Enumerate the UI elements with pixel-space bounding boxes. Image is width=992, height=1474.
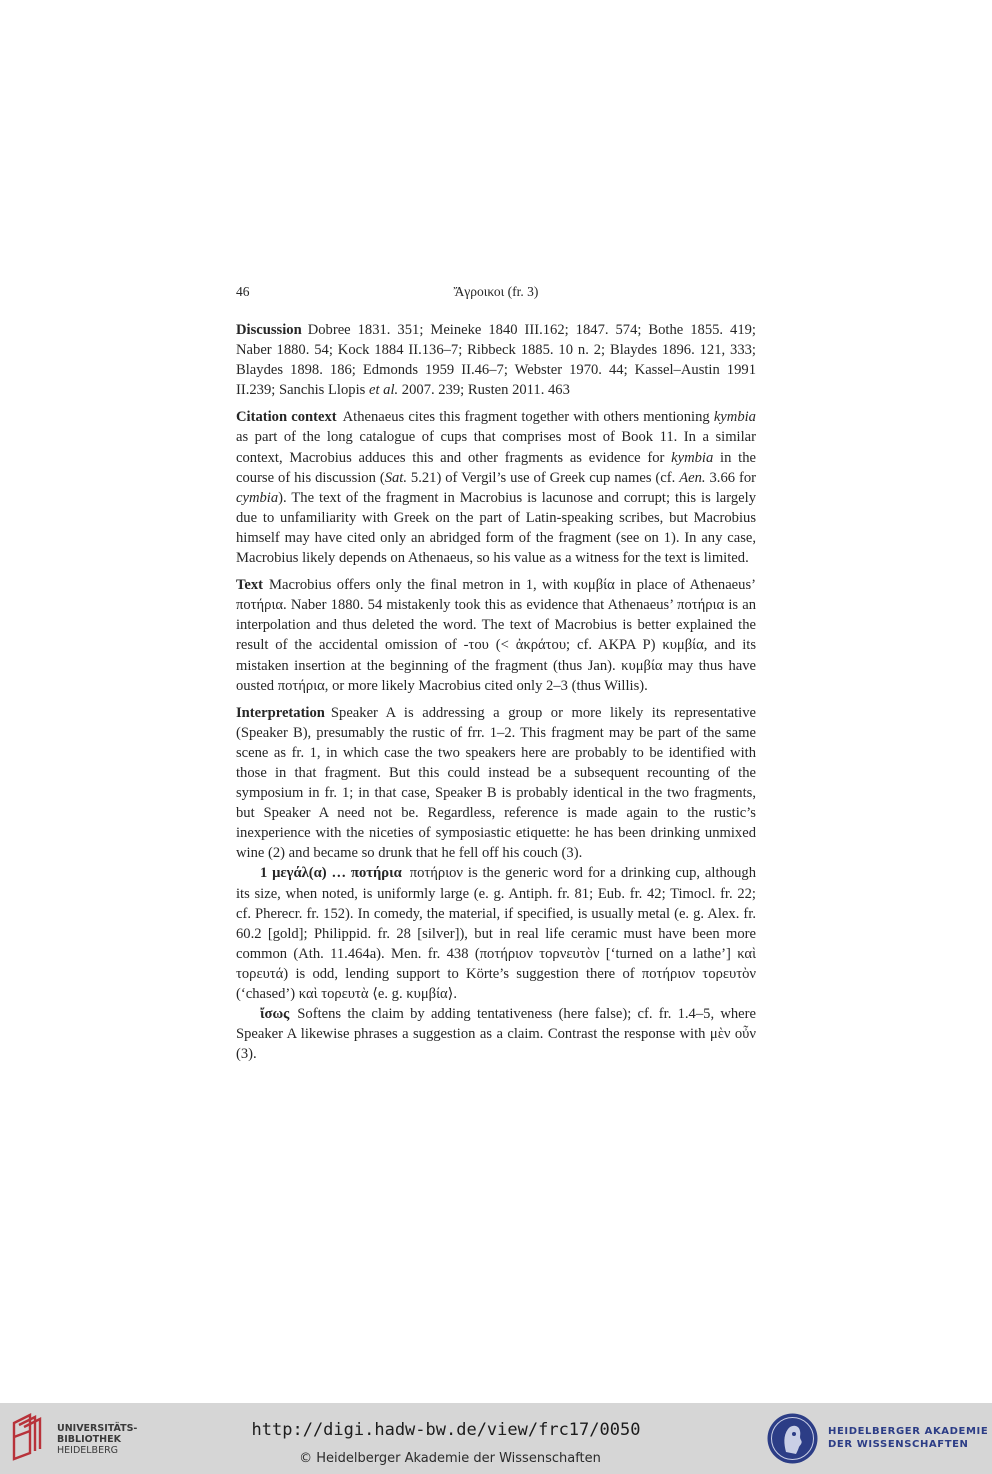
academy-seal-icon xyxy=(766,1412,819,1465)
citation-text: Athenaeus cites this fragment together with others mentioning xyxy=(342,409,714,426)
citation-text: 3.66 for xyxy=(705,469,756,486)
note-body: ποτήριον is the generic word for a drinking cup, although its size, when noted, is uniformly large (e. g. Antiph. fr. 81; Eub. fr. 42; Timocl. fr. 22; cf. Pherecr. fr. 152). In comedy, the material, if specified, is usually metal (e. g. Alex. fr. 60.2 [gold]; Philippid. fr. 28 [silver]), but in real life ceramic must have been more common (Ath. 11.464a). Men. fr. 438 (ποτήριον τορνευτὸν [‘turned on a lathe’] καὶ τορευτά) is odd, lending support to Körte’s suggestion there of ποτήριον τορευτὸν (‘chased’) καὶ τορευτὰ ⟨e. g. κυμβία⟩. xyxy=(236,865,756,1002)
citation-section xyxy=(236,407,756,568)
citation-italic: kymbia xyxy=(713,409,756,426)
citation-text: as part of the long catalogue of cups that comprises most of Book 11. In a similar context, Macrobius adduces this and other fragments as evidence for xyxy=(236,429,756,466)
digitization-footer xyxy=(0,1403,992,1474)
running-title: Ἄγροικοι (fr. 3) xyxy=(453,284,539,299)
library-name-line: UNIVERSITÄTS- xyxy=(57,1423,138,1434)
discussion-italic: et al. xyxy=(368,382,399,399)
note-line-1 xyxy=(236,863,756,1004)
academy-name-line: DER WISSENSCHAFTEN xyxy=(828,1439,969,1450)
page-number: 46 xyxy=(236,284,250,299)
note-body: Softens the claim by adding tentativeness (here false); cf. fr. 1.4–5, where Speaker A likewise phrases a suggestion as a claim. Contrast the response with μὲν οὖν (3). xyxy=(236,1006,756,1063)
copyright-notice: © Heidelberger Akademie der Wissenschaften xyxy=(299,1451,601,1466)
academy-name xyxy=(828,1425,988,1451)
citation-text: 5.21) of Vergil’s use of Greek cup names (cf. xyxy=(406,469,680,486)
library-name-line: HEIDELBERG xyxy=(57,1445,119,1456)
interpretation-heading: Interpretation xyxy=(236,704,325,721)
note-isos xyxy=(236,1004,756,1064)
citation-italic: Aen. xyxy=(679,469,706,486)
interpretation-section xyxy=(236,703,756,864)
note-lemma: 1 μεγάλ(α) … ποτήρια xyxy=(260,865,402,882)
citation-italic: cymbia xyxy=(236,489,279,506)
library-name-line: BIBLIOTHEK xyxy=(57,1434,121,1445)
discussion-text-end: 2007. 239; Rusten 2011. 463 xyxy=(398,382,570,399)
text-section xyxy=(236,575,756,696)
interpretation-body: Speaker A is addressing a group or more likely its representative (Speaker B), presumably the rustic of frr. 1–2. This fragment may be part of the same scene as fr. 1, in which case the two speakers here are probably to be identified with those in that fragment. But this could instead be a subsequent recounting of the symposium in fr. 1; in that case, Speaker B is probably identical in the two fragments, but Speaker A need not be. Regardless, reference is made again to the rustic’s inexperience with the niceties of symposiastic etiquette: he has been drinking unmixed wine (2) and became so drunk that he fell off his couch (3). xyxy=(236,704,756,862)
citation-italic: kymbia xyxy=(671,449,714,466)
discussion-heading: Discussion xyxy=(236,322,302,338)
citation-text: in the course of his discussion ( xyxy=(236,449,756,486)
permalink-url[interactable]: http://digi.hadw-bw.de/view/frc17/0050 xyxy=(251,1420,641,1440)
discussion-section xyxy=(236,320,756,400)
commentary-text xyxy=(236,320,756,1064)
text-heading: Text xyxy=(236,577,264,594)
discussion-text: Dobree 1831. 351; Meineke 1840 III.162; 1847. 574; Bothe 1855. 419; Naber 1880. 54; Kock 1884 II.136–7; Ribbeck 1885. 10 n. 2; Blaydes 1896. 121, 333; Blaydes 1898. 186; Edmonds 1959 II.46–7; Webster 1970. 44; Kassel–Austin 1991 II.239; Sanchis Llopis xyxy=(236,322,756,399)
academy-name-line: HEIDELBERGER AKADEMIE xyxy=(828,1426,989,1437)
text-body: Macrobius offers only the final metron in 1, with κυμβία in place of Athenaeus’ ποτήρια. Naber 1880. 54 mistakenly took this as evidence that Athenaeus’ ποτήρια is an interpolation and thus deleted the word. The text of Macrobius is better explained the result of the accidental omission of -του (< ἀκράτου; cf. AKPA P) κυμβία, and its mistaken insertion at the beginning of the fragment (thus Jan). κυμβία may thus have ousted ποτήρια, or more likely Macrobius cited only 2–3 (thus Willis). xyxy=(236,577,756,694)
note-lemma: ἴσως xyxy=(260,1006,290,1023)
citation-text: ). The text of the fragment in Macrobius is lacunose and corrupt; this is largely due to unfamiliarity with Greek on the part of Latin-speaking scribes, but Macrobius himself may have cited only an abridged form of the fragment (see on 1). In any case, Macrobius likely depends on Athenaeus, so his value as a witness for the text is limited. xyxy=(236,489,756,567)
citation-italic: Sat. xyxy=(384,469,407,486)
running-head xyxy=(236,284,756,304)
citation-heading: Citation context xyxy=(236,409,337,426)
